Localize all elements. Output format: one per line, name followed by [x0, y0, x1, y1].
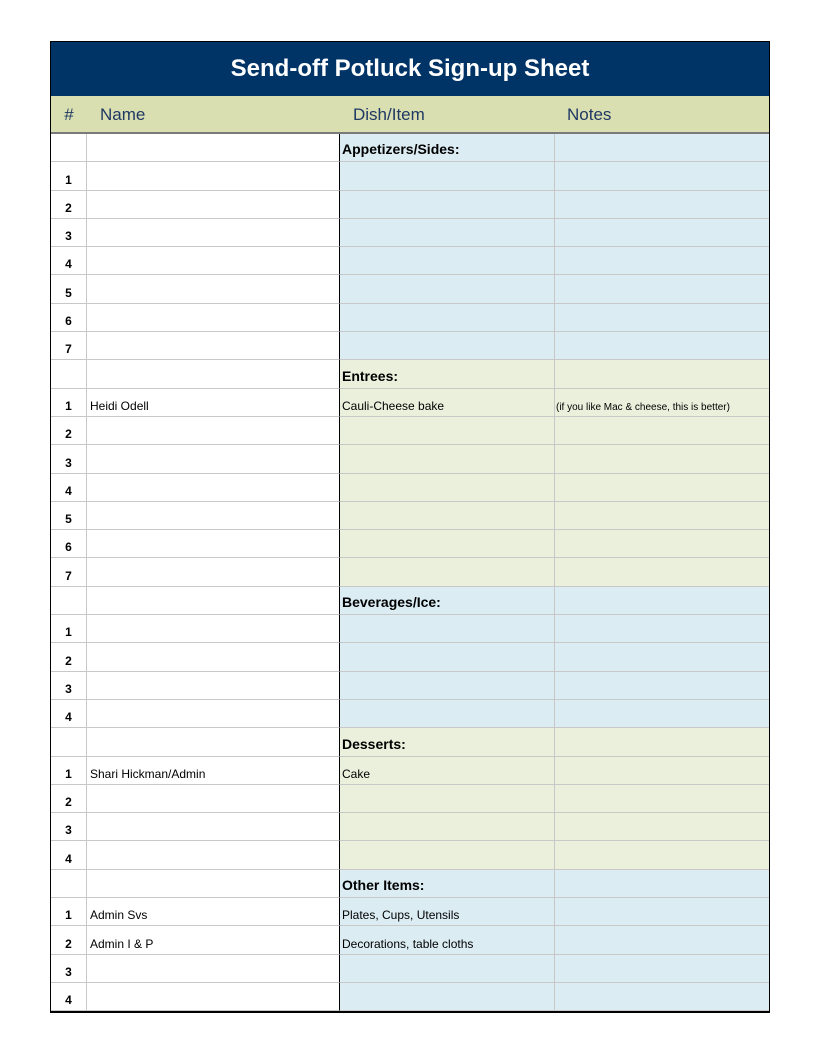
dish-cell[interactable]: [340, 643, 555, 671]
notes-cell[interactable]: [555, 275, 769, 303]
table-row: [51, 898, 769, 926]
notes-cell[interactable]: [555, 955, 769, 983]
row-number-text: 6: [65, 314, 72, 329]
name-cell[interactable]: [87, 728, 340, 756]
name-cell[interactable]: [87, 275, 340, 303]
name-cell[interactable]: [87, 191, 340, 219]
name-cell-text: Admin I & P: [90, 936, 154, 951]
row-number-text: 7: [65, 342, 72, 357]
notes-cell[interactable]: [555, 417, 769, 445]
column-header-dish: Dish/Item: [353, 105, 425, 124]
row-number-text: 3: [65, 681, 72, 696]
category-label-text: Entrees:: [342, 367, 399, 384]
name-cell[interactable]: [87, 955, 340, 983]
notes-cell[interactable]: [555, 389, 769, 417]
row-number-text: 2: [65, 200, 72, 215]
table-row: [51, 841, 769, 869]
name-cell[interactable]: [87, 360, 340, 388]
table-row: [51, 417, 769, 445]
name-cell[interactable]: [87, 332, 340, 360]
column-header-row: [51, 96, 769, 134]
notes-cell[interactable]: [555, 474, 769, 502]
row-number-text: 7: [65, 568, 72, 583]
row-number: [51, 700, 87, 728]
dish-cell-text: Decorations, table cloths: [342, 936, 474, 951]
category-row: [51, 870, 769, 898]
name-cell[interactable]: [87, 474, 340, 502]
table-row: [51, 275, 769, 303]
column-header-name: Name: [100, 105, 146, 124]
row-number: [51, 785, 87, 813]
name-cell[interactable]: [87, 530, 340, 558]
row-number: [51, 530, 87, 558]
dish-cell[interactable]: [340, 474, 555, 502]
row-number: [51, 926, 87, 954]
row-number: [51, 191, 87, 219]
row-number-cell: [51, 587, 87, 615]
notes-cell[interactable]: [555, 672, 769, 700]
table-row: [51, 785, 769, 813]
row-number-text: 1: [65, 908, 72, 923]
row-number: [51, 502, 87, 530]
name-cell[interactable]: [87, 162, 340, 190]
row-number: [51, 672, 87, 700]
notes-cell[interactable]: [555, 332, 769, 360]
dish-cell-text: Cake: [342, 766, 371, 781]
signup-sheet: [50, 41, 770, 1013]
name-cell[interactable]: [87, 219, 340, 247]
row-number: [51, 332, 87, 360]
dish-cell[interactable]: [340, 785, 555, 813]
row-number-text: 3: [65, 823, 72, 838]
table-row: [51, 700, 769, 728]
notes-cell[interactable]: [555, 898, 769, 926]
notes-cell[interactable]: [555, 304, 769, 332]
name-cell[interactable]: [87, 615, 340, 643]
row-number: [51, 247, 87, 275]
dish-cell[interactable]: [340, 247, 555, 275]
notes-cell[interactable]: [555, 445, 769, 473]
row-number: [51, 417, 87, 445]
row-number-text: 2: [65, 936, 72, 951]
category-label: [340, 587, 555, 615]
name-cell[interactable]: [87, 558, 340, 586]
row-number-text: 4: [65, 257, 72, 272]
row-number-text: 3: [65, 455, 72, 470]
category-label: [340, 134, 555, 162]
notes-cell[interactable]: [555, 700, 769, 728]
notes-cell[interactable]: [555, 813, 769, 841]
notes-cell[interactable]: [555, 728, 769, 756]
name-cell[interactable]: [87, 445, 340, 473]
table-row: [51, 191, 769, 219]
row-number: [51, 615, 87, 643]
notes-cell[interactable]: [555, 134, 769, 162]
dish-cell[interactable]: [340, 672, 555, 700]
name-cell[interactable]: [87, 304, 340, 332]
dish-cell[interactable]: [340, 898, 555, 926]
name-cell-text: Shari Hickman/Admin: [90, 766, 206, 781]
row-number-text: 4: [65, 710, 72, 725]
table-row: [51, 304, 769, 332]
category-label: [340, 360, 555, 388]
dish-cell[interactable]: [340, 955, 555, 983]
category-label: [340, 870, 555, 898]
row-number-cell: [51, 728, 87, 756]
notes-cell[interactable]: [555, 247, 769, 275]
category-label-text: Desserts:: [342, 735, 406, 752]
name-cell[interactable]: [87, 813, 340, 841]
notes-cell[interactable]: [555, 841, 769, 869]
row-number-cell: [51, 134, 87, 162]
dish-cell[interactable]: [340, 558, 555, 586]
dish-cell[interactable]: [340, 700, 555, 728]
name-cell[interactable]: [87, 926, 340, 954]
row-number-text: 2: [65, 795, 72, 810]
row-number: [51, 445, 87, 473]
dish-cell[interactable]: [340, 275, 555, 303]
name-cell[interactable]: [87, 389, 340, 417]
name-cell[interactable]: [87, 643, 340, 671]
notes-cell[interactable]: [555, 757, 769, 785]
row-number-text: 1: [65, 766, 72, 781]
notes-cell[interactable]: [555, 530, 769, 558]
dish-cell-text: Cauli-Cheese bake: [342, 398, 445, 413]
table-row: [51, 389, 769, 417]
table-row: [51, 955, 769, 983]
notes-cell[interactable]: [555, 615, 769, 643]
table-row: [51, 219, 769, 247]
dish-cell[interactable]: [340, 219, 555, 247]
name-cell[interactable]: [87, 870, 340, 898]
dish-cell[interactable]: [340, 417, 555, 445]
category-label-text: Other Items:: [342, 877, 425, 894]
dish-cell[interactable]: [340, 983, 555, 1011]
row-number: [51, 643, 87, 671]
row-number: [51, 757, 87, 785]
category-label-text: Appetizers/Sides:: [342, 141, 460, 158]
dish-cell-text: Plates, Cups, Utensils: [342, 908, 460, 923]
row-number-text: 4: [65, 483, 72, 498]
table-row: [51, 530, 769, 558]
dish-cell[interactable]: [340, 191, 555, 219]
dish-cell[interactable]: [340, 304, 555, 332]
category-row: [51, 134, 769, 162]
sheet-body: [51, 134, 769, 1011]
name-cell[interactable]: [87, 898, 340, 926]
row-number-text: 1: [65, 625, 72, 640]
table-row: [51, 813, 769, 841]
row-number-text: 3: [65, 229, 72, 244]
table-row: [51, 445, 769, 473]
row-number: [51, 983, 87, 1011]
name-cell[interactable]: [87, 417, 340, 445]
row-number-cell: [51, 360, 87, 388]
notes-cell[interactable]: [555, 785, 769, 813]
name-cell[interactable]: [87, 672, 340, 700]
table-row: [51, 672, 769, 700]
dish-cell[interactable]: [340, 615, 555, 643]
column-header-number: #: [64, 105, 74, 124]
notes-cell[interactable]: [555, 558, 769, 586]
row-number: [51, 219, 87, 247]
name-cell[interactable]: [87, 587, 340, 615]
row-number-text: 4: [65, 851, 72, 866]
table-row: [51, 926, 769, 954]
name-cell-text: Heidi Odell: [90, 398, 149, 413]
name-cell-text: Admin Svs: [90, 908, 148, 923]
name-cell[interactable]: [87, 785, 340, 813]
row-number-text: 6: [65, 540, 72, 555]
dish-cell[interactable]: [340, 502, 555, 530]
notes-cell[interactable]: [555, 587, 769, 615]
name-cell[interactable]: [87, 757, 340, 785]
notes-cell[interactable]: [555, 870, 769, 898]
dish-cell[interactable]: [340, 332, 555, 360]
notes-cell[interactable]: [555, 983, 769, 1011]
notes-cell[interactable]: [555, 360, 769, 388]
row-number: [51, 275, 87, 303]
table-row: [51, 983, 769, 1011]
dish-cell[interactable]: [340, 813, 555, 841]
row-number-text: 1: [65, 172, 72, 187]
row-number-text: 3: [65, 964, 72, 979]
column-header-notes: Notes: [567, 105, 612, 124]
table-row: [51, 247, 769, 275]
row-number: [51, 162, 87, 190]
table-row: [51, 332, 769, 360]
name-cell[interactable]: [87, 700, 340, 728]
sheet-title: Send-off Potluck Sign-up Sheet: [51, 42, 769, 96]
row-number: [51, 389, 87, 417]
row-number: [51, 898, 87, 926]
notes-cell[interactable]: [555, 191, 769, 219]
dish-cell[interactable]: [340, 530, 555, 558]
notes-cell[interactable]: [555, 502, 769, 530]
category-row: [51, 360, 769, 388]
category-row: [51, 728, 769, 756]
notes-cell[interactable]: [555, 926, 769, 954]
table-row: [51, 558, 769, 586]
row-number: [51, 304, 87, 332]
notes-cell-text: (if you like Mac & cheese, this is better): [556, 401, 730, 413]
notes-cell[interactable]: [555, 643, 769, 671]
table-row: [51, 502, 769, 530]
row-number-text: 2: [65, 653, 72, 668]
category-label: [340, 728, 555, 756]
row-number: [51, 841, 87, 869]
table-row: [51, 757, 769, 785]
notes-cell[interactable]: [555, 219, 769, 247]
row-number-cell: [51, 870, 87, 898]
row-number: [51, 474, 87, 502]
row-number-text: 1: [65, 398, 72, 413]
name-cell[interactable]: [87, 502, 340, 530]
dish-cell[interactable]: [340, 162, 555, 190]
row-number-text: 2: [65, 427, 72, 442]
dish-cell[interactable]: [340, 926, 555, 954]
notes-cell[interactable]: [555, 162, 769, 190]
row-number-text: 5: [65, 512, 72, 527]
row-number: [51, 558, 87, 586]
dish-cell[interactable]: [340, 757, 555, 785]
table-row: [51, 615, 769, 643]
dish-cell[interactable]: [340, 389, 555, 417]
name-cell[interactable]: [87, 247, 340, 275]
row-number: [51, 813, 87, 841]
name-cell[interactable]: [87, 134, 340, 162]
row-number: [51, 955, 87, 983]
row-number-text: 5: [65, 285, 72, 300]
table-row: [51, 162, 769, 190]
dish-cell[interactable]: [340, 445, 555, 473]
table-row: [51, 643, 769, 671]
name-cell[interactable]: [87, 983, 340, 1011]
name-cell[interactable]: [87, 841, 340, 869]
dish-cell[interactable]: [340, 841, 555, 869]
table-row: [51, 474, 769, 502]
row-number-text: 4: [65, 993, 72, 1008]
category-label-text: Beverages/Ice:: [342, 594, 441, 611]
category-row: [51, 587, 769, 615]
